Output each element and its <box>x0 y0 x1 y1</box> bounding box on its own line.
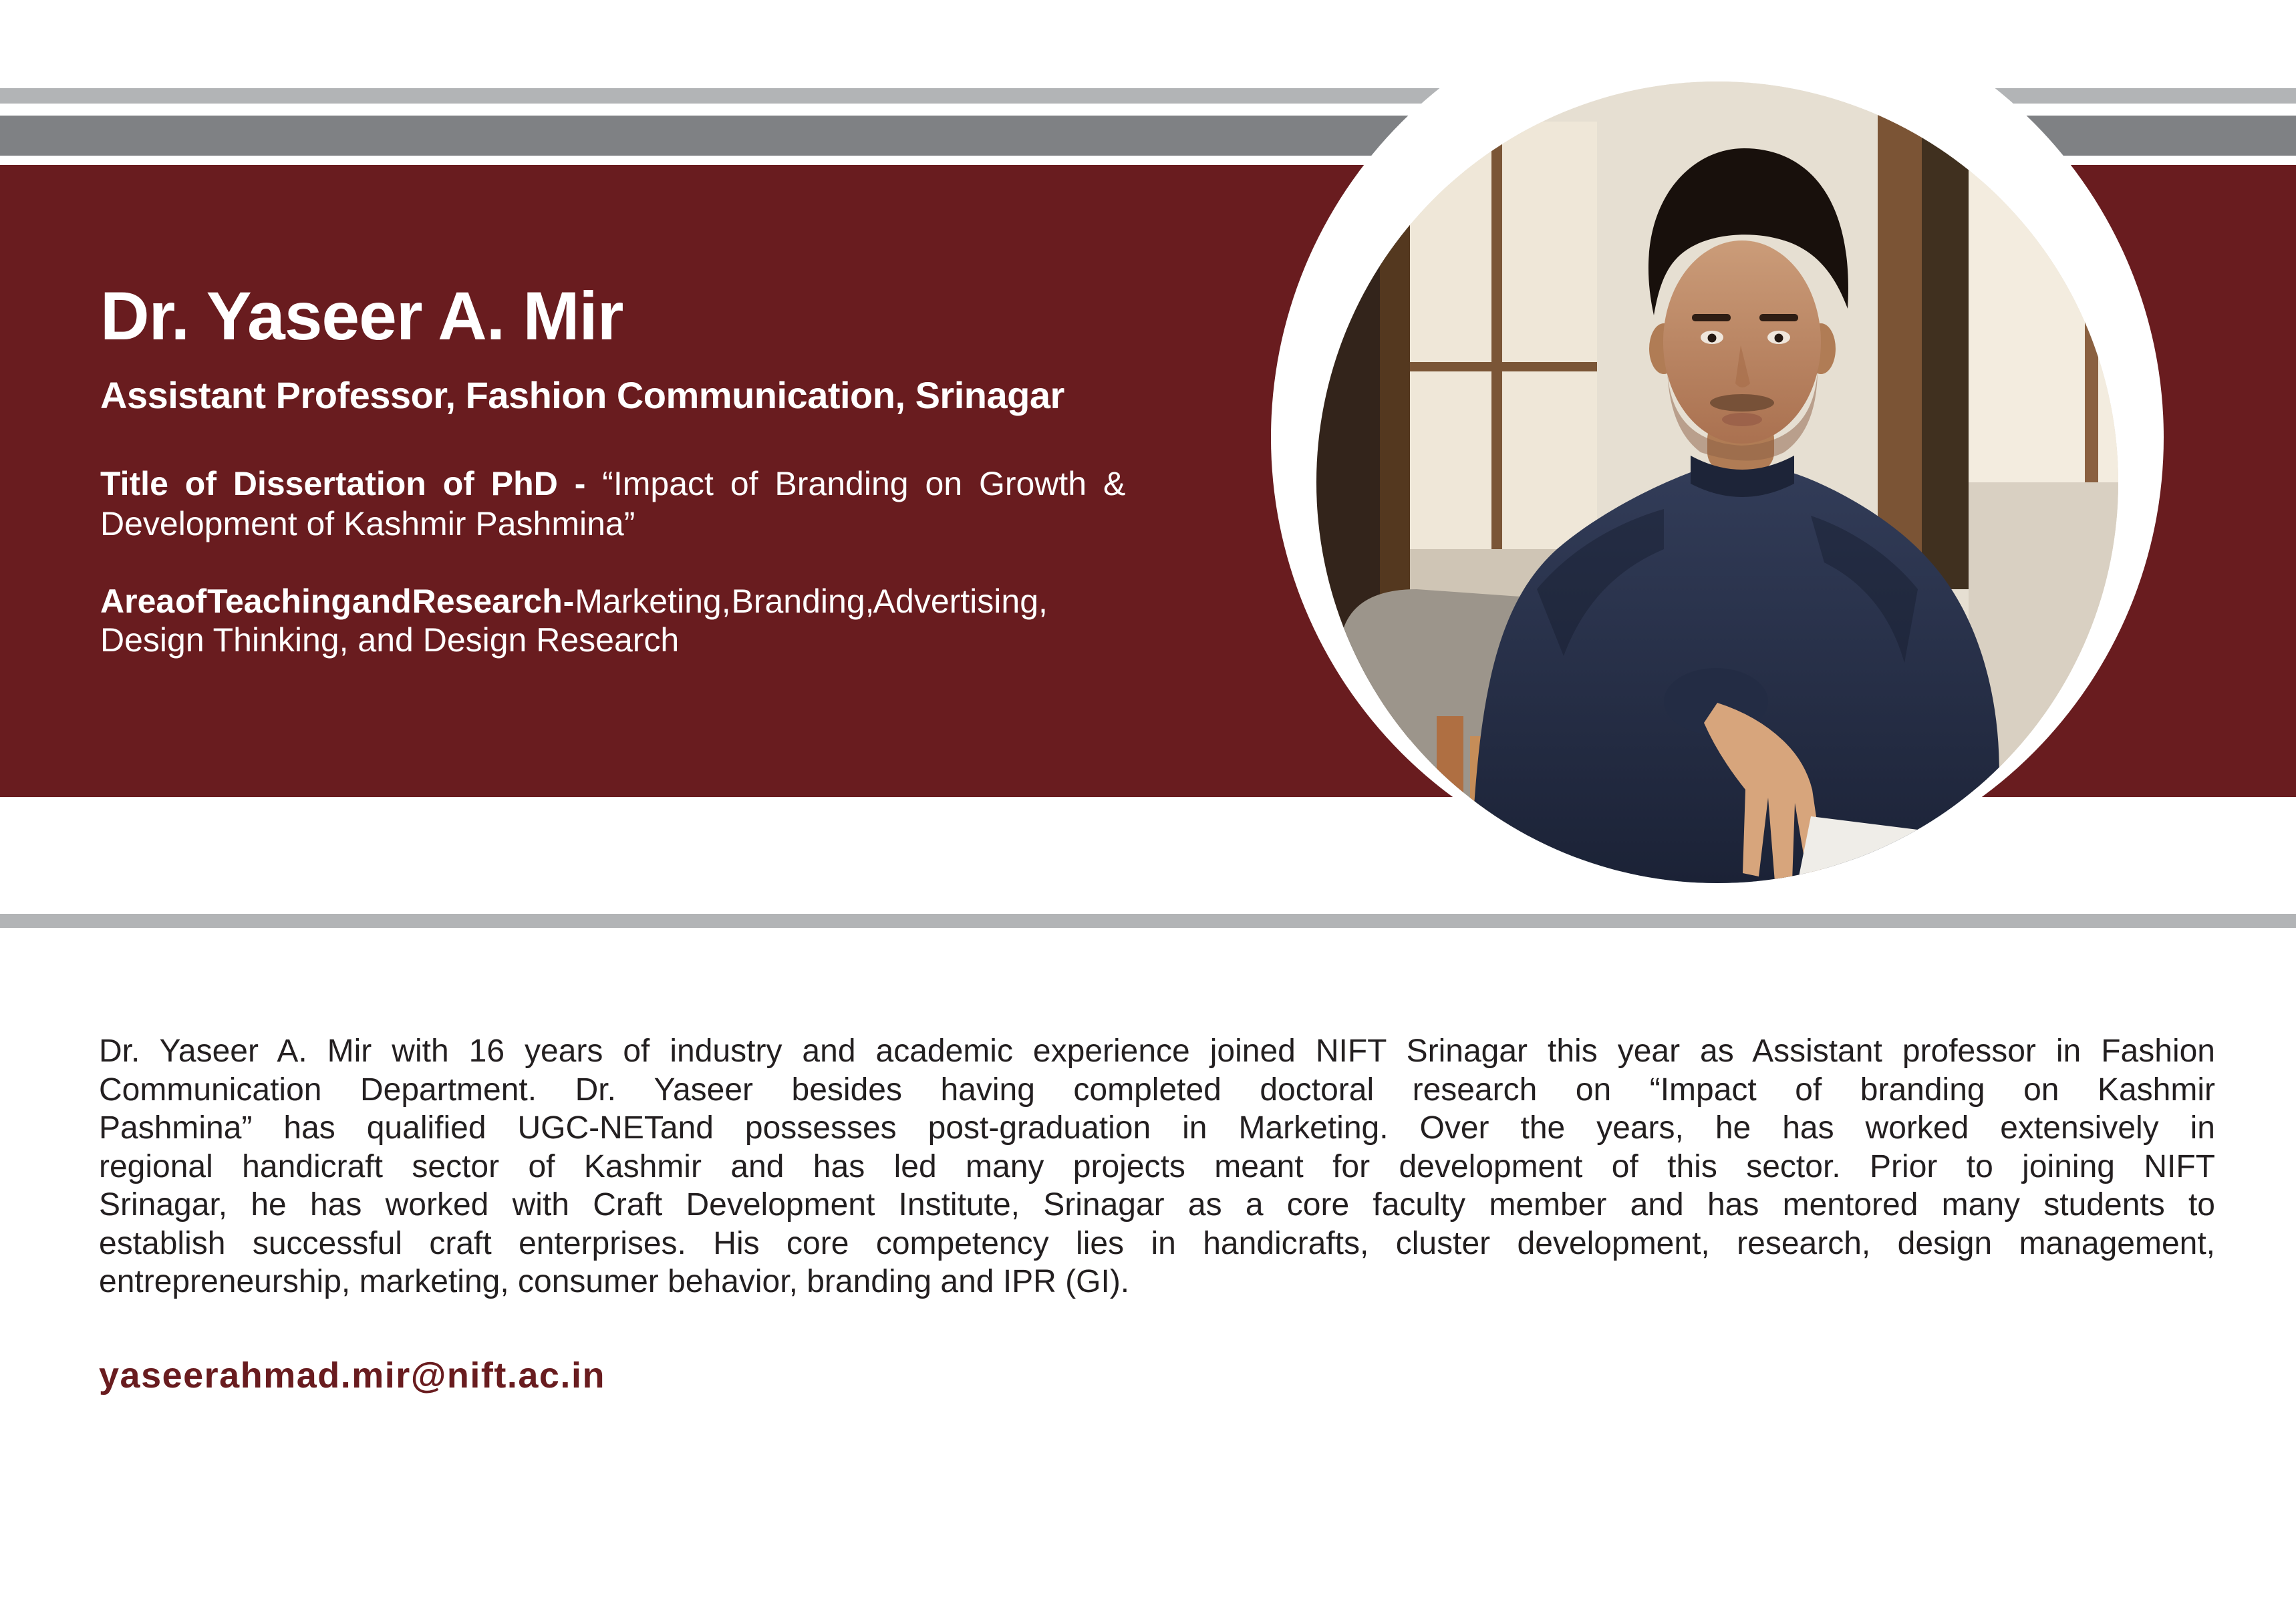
dissertation-line-2: Development of Kashmir Pashmina” <box>100 505 635 542</box>
bio-line: entrepreneurship, marketing, consumer behavior, branding and IPR (GI). <box>99 1264 1130 1299</box>
teaching-area-text-1: Marketing, Branding, Advertising, <box>575 583 1048 620</box>
bio-line: Dr. Yaseer A. Mir with 16 years of industry and academic experience joined NIFT Srinagar this year as Assistant professor in Fashion <box>99 1033 2215 1069</box>
teaching-area-line-2: Design Thinking, and Design Research <box>100 621 680 659</box>
designation-subtitle: Assistant Professor, Fashion Communication, Srinagar <box>100 374 1064 416</box>
dissertation-text-1: “Impact of Branding on Growth & <box>602 465 1126 502</box>
email-link[interactable]: yaseerahmad.mir@nift.ac.in <box>99 1355 605 1396</box>
dissertation-label: Title of Dissertation of PhD - <box>100 465 603 502</box>
profile-photo <box>1316 82 2118 883</box>
bio-line: Pashmina” has qualified UGC-NETand possesses post-graduation in Marketing. Over the years, he has worked extensively in <box>99 1110 2215 1146</box>
page-title-name: Dr. Yaseer A. Mir <box>100 278 623 354</box>
teaching-area-line-1 <box>100 582 1169 621</box>
bottom-stripe-light <box>0 914 2296 928</box>
bio-line: regional handicraft sector of Kashmir and has led many projects meant for development of this sector. Prior to joining NIFT <box>99 1148 2215 1184</box>
bio-line: Srinagar, he has worked with Craft Development Institute, Srinagar as a core faculty member and has mentored many students to <box>99 1187 2215 1223</box>
bio-line: establish successful craft enterprises. His core competency lies in handicrafts, cluster development, research, design management, <box>99 1225 2215 1261</box>
biography-paragraph <box>99 1032 2215 1301</box>
teaching-area-label: Area of Teaching and Research - <box>100 583 575 620</box>
bio-line: Communication Department. Dr. Yaseer besides having completed doctoral research on “Impact of branding on Kashmir <box>99 1072 2215 1108</box>
dissertation-line-1 <box>100 464 1169 504</box>
teaching-area-block <box>100 582 1169 659</box>
profile-photo-illustration <box>1316 82 2118 883</box>
dissertation-block <box>100 464 1169 544</box>
